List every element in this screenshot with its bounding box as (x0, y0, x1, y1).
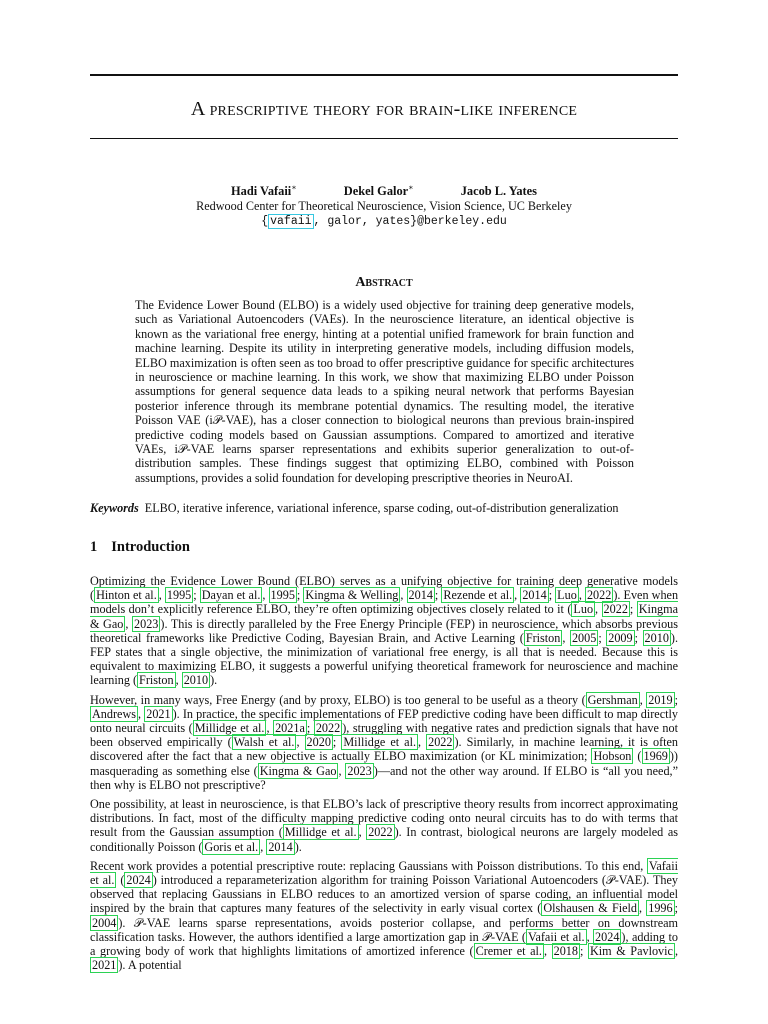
title-rule-top (90, 74, 678, 76)
citation-link[interactable]: Millidge et al. (194, 721, 265, 736)
citation-link[interactable]: Luo (573, 602, 594, 617)
citation-link[interactable]: 2022 (603, 602, 628, 617)
paragraph-text: , (158, 588, 165, 603)
paper-title: A prescriptive theory for brain-like inference (190, 98, 578, 120)
paragraph-text: , (400, 588, 407, 603)
email-brace: { (261, 215, 269, 229)
citation-link[interactable]: 1995 (270, 588, 295, 603)
citation-link[interactable]: Millidge et al. (284, 825, 357, 840)
citation-link[interactable]: Kim & Pavlovic (589, 944, 673, 959)
keywords-list: ELBO, iterative inference, variational inference, sparse coding, out-of-distribution generalization (144, 501, 619, 515)
paragraph-text: , (639, 692, 647, 707)
citation-link[interactable]: 2024 (595, 929, 620, 944)
citation-link[interactable]: 2014 (268, 839, 293, 854)
paragraph-text: , (175, 673, 182, 688)
paragraph-text: ; (306, 721, 314, 736)
paragraph-text: , (639, 901, 647, 916)
paragraph-text: , (514, 588, 521, 603)
citation-link[interactable]: 2022 (368, 825, 393, 840)
paragraph-text: However, in many ways, Free Energy (and by proxy, ELBO) is too general to be useful as a theory ( (90, 692, 586, 707)
paragraph-text: ). FEP states that a single objective, the minimization of variational free energy, is all that is needed. Because this is equivalent to maximizing ELBO, it suggests a powerful unifying theoretical framework for neuroscience and machine learning ( (90, 630, 679, 688)
citation-link[interactable]: 2010 (183, 673, 209, 688)
paragraph-text: , (260, 839, 267, 854)
citation-link[interactable]: Olshausen & Field (543, 901, 637, 916)
paragraph-text: ). Even when models don’t explicitly reference ELBO, they’re often optimizing objectives closely related to it ( (90, 588, 679, 617)
paragraph (90, 574, 678, 688)
paragraph-text: Recent work provides a potential prescriptive route: replacing Gaussians with Poisson distributions. To this end, (90, 858, 647, 873)
citation-link[interactable]: 2021 (92, 958, 117, 973)
equal-contribution-mark: ∗ (291, 183, 297, 192)
citation-link[interactable]: 1995 (166, 588, 192, 603)
citation-link[interactable]: Vafaii et al. (528, 929, 585, 944)
paragraph-text: , (296, 735, 305, 750)
paragraph-text: , (138, 706, 145, 721)
paragraph-text: , (674, 944, 678, 959)
paragraph-text: ; (629, 602, 637, 617)
citation-link[interactable]: Walsh et al. (233, 735, 295, 750)
paragraph-text: , (586, 929, 594, 944)
section-number: 1 (90, 539, 98, 555)
equal-contribution-mark: ∗ (408, 183, 414, 192)
paragraph-text: ). A potential (118, 958, 182, 973)
citation-link[interactable]: 2023 (347, 763, 372, 778)
citation-link[interactable]: 1969 (643, 749, 668, 764)
citation-link[interactable]: Kingma & Gao (259, 763, 337, 778)
citation-link[interactable]: 2014 (408, 588, 433, 603)
author-1 (231, 184, 297, 198)
paragraph-text: ; (332, 735, 342, 750)
paragraph-text: , (562, 630, 570, 645)
email-rest: , galor, yates}@berkeley.edu (313, 215, 507, 229)
citation-link[interactable]: 2022 (586, 588, 612, 603)
paragraph-text: ). In contrast, biological neurons are largely modeled as conditionally Poisson ( (90, 825, 679, 854)
citation-link[interactable]: Andrews (92, 706, 137, 721)
author-3 (461, 184, 537, 198)
citation-link[interactable]: 2021 (146, 706, 171, 721)
citation-link[interactable]: Millidge et al. (343, 735, 417, 750)
paragraph-text: , (262, 588, 269, 603)
citation-link[interactable]: 2023 (134, 616, 159, 631)
paragraph-text: ). (294, 839, 302, 854)
citation-link[interactable]: Gershman (587, 692, 638, 707)
paragraph-text: , (125, 616, 133, 631)
paragraph-text: , (578, 588, 585, 603)
citation-link[interactable]: 2021a (275, 721, 305, 736)
citation-link[interactable]: Rezende et al. (443, 588, 513, 603)
paragraph (90, 797, 678, 854)
paragraph (90, 693, 678, 792)
paragraph-text: )—and not the other way around. If ELBO is “all you need,” then why is ELBO not prescriptive? (90, 763, 678, 792)
paragraph-text: One possibility, at least in neuroscience, is that ELBO’s lack of prescriptive theory results from incorrect approximating distributions. In fact, most of the difficulty mapping predictive coding onto neural circuits has to do with terms that result from the Gaussian assumption ( (90, 797, 678, 840)
paragraph-text: ; (296, 588, 304, 603)
paragraph-text: ( (633, 749, 642, 764)
citation-link[interactable]: Cremer et al. (475, 944, 542, 959)
citation-link[interactable]: Friston (139, 673, 174, 688)
citation-link[interactable]: 2005 (571, 630, 597, 645)
email-link[interactable]: vafaii (270, 215, 312, 229)
paragraph-text: , (358, 825, 367, 840)
citation-link[interactable]: 2004 (92, 915, 117, 930)
author-name: Hadi Vafaii (230, 184, 292, 199)
paragraph-text: ). 𝒫-VAE learns sparse representations, avoids posterior collapse, and performs better on downstream classification tasks. However, the authors identified a large amortization gap in 𝒫-VAE ( (90, 915, 678, 944)
section-heading (90, 539, 190, 556)
citation-link[interactable]: Goris et al. (204, 839, 259, 854)
author-name: Dekel Galor (343, 184, 409, 199)
abstract-heading: Abstract (355, 275, 413, 290)
paragraph-text: Optimizing the Evidence Lower Bound (ELBO) serves as a unifying objective for training deep generative models ( (90, 574, 678, 603)
paragraph-text: ), struggling with negative rates and prediction signals that have not been observed empirically ( (90, 721, 678, 750)
paragraph-text: ). In practice, the specific implementations of FEP predictive coding have been difficult to map directly onto neural circuits ( (90, 706, 678, 736)
citation-link[interactable]: Hobson (593, 749, 632, 764)
paragraph-text: , (418, 735, 427, 750)
paragraph-text: )) masquerading as something else ( (90, 749, 678, 778)
paragraph-text: ; (579, 944, 588, 959)
section-title: Introduction (111, 539, 190, 555)
paragraph-text: ), adding to a growing body of work that highlights limitations of amortized inference ( (90, 929, 679, 959)
email-line (90, 214, 678, 229)
citation-link[interactable]: Kingma & Gao (90, 602, 679, 631)
citation-link[interactable]: Luo (557, 588, 577, 603)
author-2 (344, 184, 414, 198)
citation-link[interactable]: Dayan et al. (201, 588, 261, 603)
author-list (90, 180, 678, 199)
body-text (90, 574, 678, 977)
citation-link[interactable]: 1996 (648, 901, 673, 916)
citation-link[interactable]: Kingma & Welling (305, 588, 399, 603)
author-block (90, 180, 678, 229)
citation-link[interactable]: 2009 (608, 630, 633, 645)
citation-link[interactable]: Vafaii et al. (90, 858, 678, 888)
citation-link[interactable]: 2020 (306, 735, 331, 750)
affiliation: Redwood Center for Theoretical Neuroscience, Vision Science, UC Berkeley (196, 199, 572, 214)
citation-link[interactable]: Hinton et al. (96, 588, 157, 603)
citation-link[interactable]: 2024 (126, 873, 151, 888)
paragraph-text: , (338, 763, 346, 778)
citation-link[interactable]: Friston (525, 630, 561, 645)
paragraph (90, 859, 678, 973)
keywords (90, 501, 678, 515)
paragraph-text: , (266, 721, 274, 736)
paragraph-text: ) introduced a reparameterization algorithm for training Poisson Variational Autoencoders (𝒫-VAE). They observed that replacing Gaussians in ELBO reduces to an amortized version of sparse coding, an influential model inspired by the brain that captures many features of the selectivity in early visual cortex ( (90, 873, 678, 916)
paragraph-text: ; (548, 588, 556, 603)
paragraph-text: ). Similarly, in machine learning, it is often discovered after the fact that a new objective is actually ELBO maximization (or KL minimization; (90, 735, 679, 764)
citation-link[interactable]: 2014 (522, 588, 547, 603)
paragraph-text: , (543, 944, 552, 959)
paragraph-text: ; (434, 588, 442, 603)
paragraph-text: ; (674, 692, 678, 707)
paragraph-text: ( (116, 873, 125, 888)
keywords-label: Keywords (90, 501, 139, 515)
title-rule-bottom (90, 138, 678, 139)
author-name: Jacob L. Yates (460, 184, 537, 199)
abstract-text: The Evidence Lower Bound (ELBO) is a widely used objective for training deep generative models, such as Variational Autoencoders (VAEs). In the neuroscience literature, an identical objective is known as the variational free energy, hinting at a potential unified framework for brain function and machine learning. Despite its utility in interpreting generative models, including diffusion models, ELBO maximization is often seen as too broad to offer prescriptive guidance for specific architectures in neuroscience or machine learning. In this work, we show that maximizing ELBO under Poisson assumptions for general sequence data leads to a spiking neural network that performs Bayesian posterior inference through its membrane potential dynamics. The resulting model, the iterative Poisson VAE (i𝒫-VAE), has a closer connection to biological neurons than previous brain-inspired predictive coding models based on Gaussian assumptions. Compared to amortized and iterative VAEs, i𝒫-VAE learns sparser representations and exhibits superior generalization to out-of-distribution samples. These findings suggest that optimizing ELBO, combined with Poisson assumptions, provides a solid foundation for developing prescriptive theories in NeuroAI. (135, 298, 634, 485)
citation-link[interactable]: 2019 (648, 692, 673, 707)
paragraph-text: ). (210, 673, 218, 688)
paragraph-text: ; (674, 901, 678, 916)
paragraph-text: ). This is directly paralleled by the Free Energy Principle (FEP) in neuroscience, which absorbs previous theoretical frameworks like Predictive Coding, Bayesian Brain, and Active Learning ( (90, 616, 679, 645)
citation-link[interactable]: 2018 (553, 944, 578, 959)
paragraph-text: , (595, 602, 602, 617)
paragraph-text: ; (634, 630, 643, 645)
citation-link[interactable]: 2022 (315, 721, 341, 736)
citation-link[interactable]: 2010 (644, 630, 669, 645)
citation-link[interactable]: 2022 (428, 735, 453, 750)
paragraph-text: ; (193, 588, 200, 603)
paragraph-text: ; (598, 630, 607, 645)
